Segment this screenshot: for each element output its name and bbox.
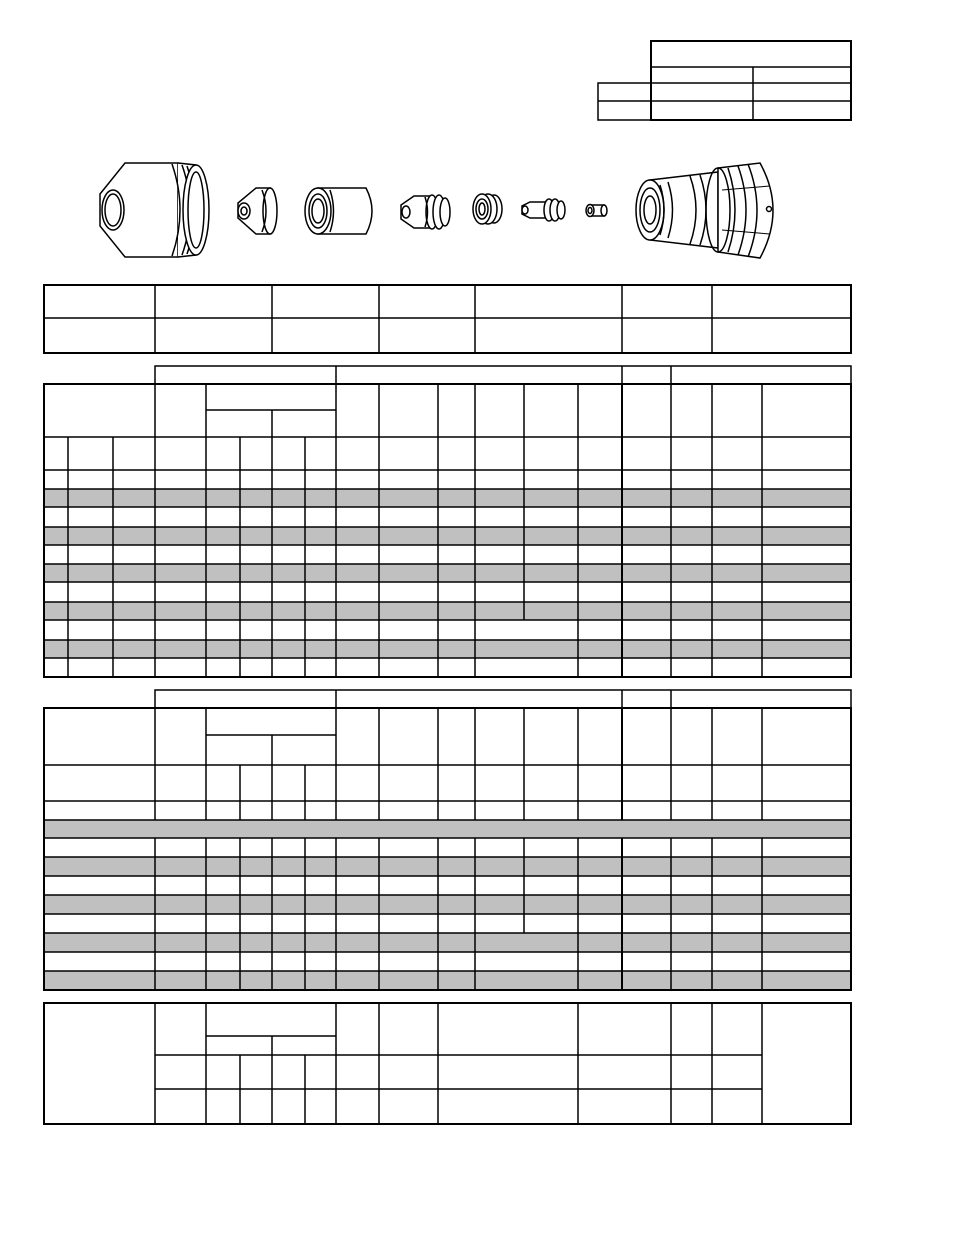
nozzle-icon: [238, 188, 277, 234]
retaining-cap-icon: [305, 188, 372, 234]
cut-chart-2: [44, 690, 851, 990]
info-table: [598, 41, 851, 120]
swirl-ring-icon: [473, 194, 502, 224]
cut-chart-1: [44, 366, 851, 677]
torch-body-icon: [636, 163, 773, 258]
consumable-parts: [100, 163, 773, 258]
inner-nozzle-icon: [401, 195, 450, 229]
water-tube-icon: [586, 205, 607, 217]
electrode-icon: [522, 199, 565, 221]
legend-table: [44, 1003, 851, 1124]
part-numbers-table: [44, 285, 851, 353]
shield-icon: [100, 163, 209, 257]
